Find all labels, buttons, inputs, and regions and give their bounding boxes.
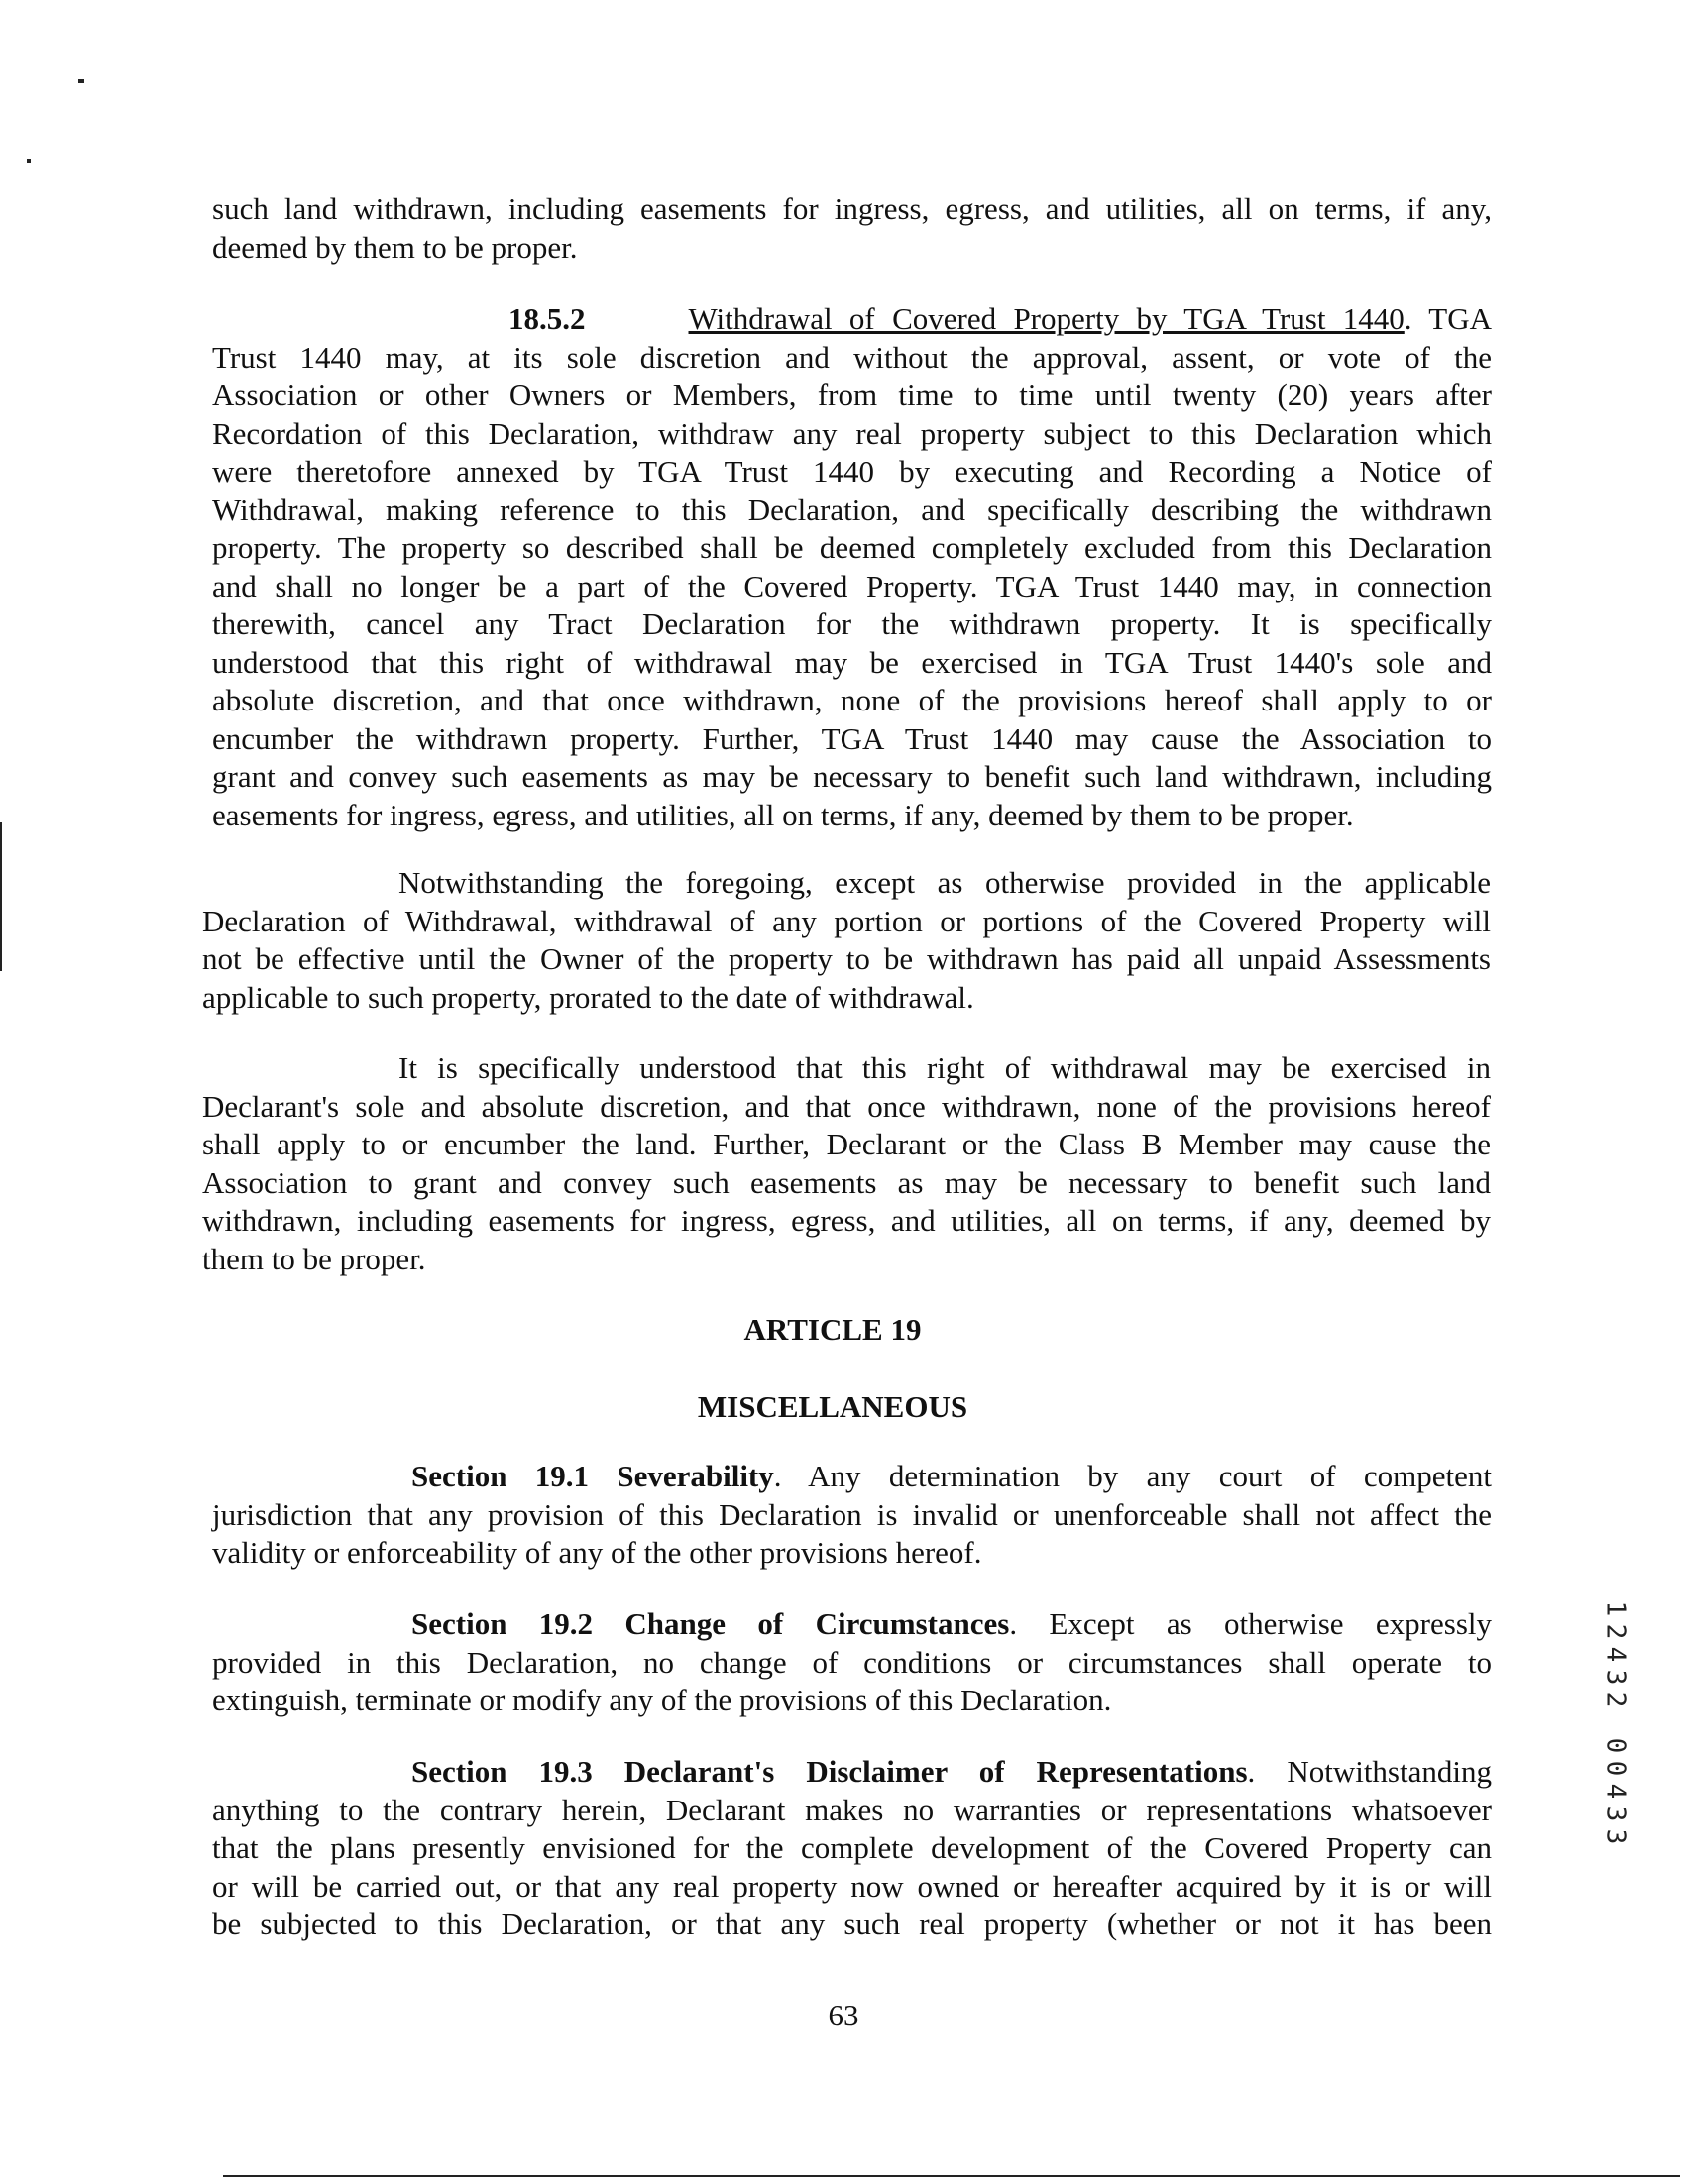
text-line: Association to grant and convey such easements as may be necessary to benefit such land: [202, 1164, 1491, 1200]
text-line: property. The property so described shall be deemed completely excluded from this Declaration: [212, 530, 1492, 565]
text-line: not be effective until the Owner of the property to be withdrawn has paid all unpaid Assessments: [202, 941, 1491, 976]
section-first-line: [212, 1605, 1492, 1644]
section-title: Withdrawal of Covered Property by TGA Trust 1440: [688, 301, 1405, 336]
section-heading: Section 19.2 Change of Circumstances: [411, 1606, 1010, 1641]
text-line: Notwithstanding the foregoing, except as otherwise provided in the applicable: [398, 865, 1491, 900]
section-first-line: [212, 300, 1492, 339]
section-19-3: [212, 1753, 1492, 1944]
text-line: deemed by them to be proper.: [212, 229, 578, 265]
scan-mark: [223, 2175, 1680, 2177]
section-heading: Section 19.3 Declarant's Disclaimer of Representations: [411, 1754, 1248, 1789]
section-19-1: [212, 1458, 1492, 1573]
text-line: easements for ingress, egress, and utilities, all on terms, if any, deemed by them to be proper.: [212, 797, 1354, 832]
text-line: Recordation of this Declaration, withdraw any real property subject to this Declaration which: [212, 415, 1492, 451]
text-line: applicable to such property, prorated to the date of withdrawal.: [202, 979, 974, 1015]
article-title: MISCELLANEOUS: [697, 1389, 968, 1424]
text-line: Declaration of Withdrawal, withdrawal of any portion or portions of the Covered Property will: [202, 903, 1491, 938]
text-line: or will be carried out, or that any real property now owned or hereafter acquired by it is or will: [212, 1868, 1492, 1904]
text-line: Trust 1440 may, at its sole discretion and without the approval, assent, or vote of the: [212, 339, 1492, 375]
text-line: such land withdrawn, including easements for ingress, egress, and utilities, all on terms, if any,: [212, 191, 1492, 226]
text-line: Association or other Owners or Members, from time to time until twenty (20) years after: [212, 378, 1492, 412]
text-line: therewith, cancel any Tract Declaration for the withdrawn property. It is specifically: [212, 606, 1492, 641]
section-19-2: [212, 1605, 1492, 1720]
section-text: . Notwithstanding: [1247, 1754, 1492, 1789]
section-text: . Except as otherwise expressly: [1009, 1606, 1492, 1641]
text-line: grant and convey such easements as may be necessary to benefit such land withdrawn, including: [212, 759, 1492, 794]
stamp-digit: 3: [1600, 1669, 1631, 1686]
text-line: It is specifically understood that this right of withdrawal may be exercised in: [398, 1050, 1491, 1085]
text-line: withdrawn, including easements for ingress, egress, and utilities, all on terms, if any, deemed by: [202, 1203, 1491, 1238]
scan-mark: [78, 79, 84, 83]
section-first-line: [212, 1458, 1492, 1496]
text-line: understood that this right of withdrawal may be exercised in TGA Trust 1440's sole and: [212, 644, 1492, 680]
section-text: . TGA: [1404, 301, 1492, 336]
stamp-digit: 2: [1600, 1623, 1631, 1640]
scan-mark: [27, 159, 31, 163]
text-line: them to be proper.: [202, 1241, 426, 1276]
text-line: and shall no longer be a part of the Covered Property. TGA Trust 1440 may, in connection: [212, 568, 1492, 603]
text-line: provided in this Declaration, no change of conditions or circumstances shall operate to: [212, 1644, 1492, 1680]
text-line: that the plans presently envisioned for the complete development of the Covered Property can: [212, 1830, 1492, 1865]
text-line: anything to the contrary herein, Declarant makes no warranties or representations whatsoever: [212, 1792, 1492, 1827]
section-first-line: [212, 1753, 1492, 1792]
article-number: ARTICLE 19: [743, 1312, 922, 1347]
text-line: validity or enforceability of any of the other provisions hereof.: [212, 1535, 982, 1570]
text-line: absolute discretion, and that once withdrawn, none of the provisions hereof shall apply to or: [212, 683, 1492, 717]
scan-mark: [0, 822, 2, 971]
paragraph-notwithstanding: [202, 864, 1491, 1017]
stamp-digit: 4: [1600, 1783, 1631, 1800]
section-text: . Any determination by any court of competent: [773, 1459, 1492, 1493]
section-number: 18.5.2: [508, 301, 586, 336]
stamp-digit: 3: [1600, 1828, 1631, 1845]
stamp-digit: 2: [1600, 1692, 1631, 1708]
recording-stamp: [1600, 1597, 1630, 1848]
text-line: extinguish, terminate or modify any of the provisions of this Declaration.: [212, 1683, 1112, 1717]
text-line: Withdrawal, making reference to this Declaration, and specifically describing the withdrawn: [212, 491, 1492, 527]
text-line: jurisdiction that any provision of this Declaration is invalid or unenforceable shall not affect the: [212, 1496, 1492, 1532]
stamp-digit: 0: [1600, 1760, 1631, 1777]
text-line: encumber the withdrawn property. Further, TGA Trust 1440 may cause the Association to: [212, 720, 1492, 756]
section-18-5-2: [212, 300, 1492, 834]
text-line: were theretofore annexed by TGA Trust 1440 by executing and Recording a Notice of: [212, 454, 1492, 489]
paragraph-continuation: [212, 190, 1492, 267]
page-number: 63: [828, 1998, 859, 2032]
paragraph-specifically-understood: [202, 1049, 1491, 1278]
stamp-digit: 0: [1600, 1737, 1631, 1754]
section-heading: Section 19.1 Severability: [411, 1459, 774, 1493]
stamp-digit: 1: [1600, 1600, 1631, 1617]
text-line: Declarant's sole and absolute discretion, and that once withdrawn, none of the provisions hereof: [202, 1088, 1491, 1124]
text-line: shall apply to or encumber the land. Further, Declarant or the Class B Member may cause the: [202, 1127, 1491, 1161]
stamp-digit: 3: [1600, 1805, 1631, 1822]
stamp-digit: 4: [1600, 1646, 1631, 1663]
text-line: be subjected to this Declaration, or that any such real property (whether or not it has been: [212, 1907, 1492, 1941]
